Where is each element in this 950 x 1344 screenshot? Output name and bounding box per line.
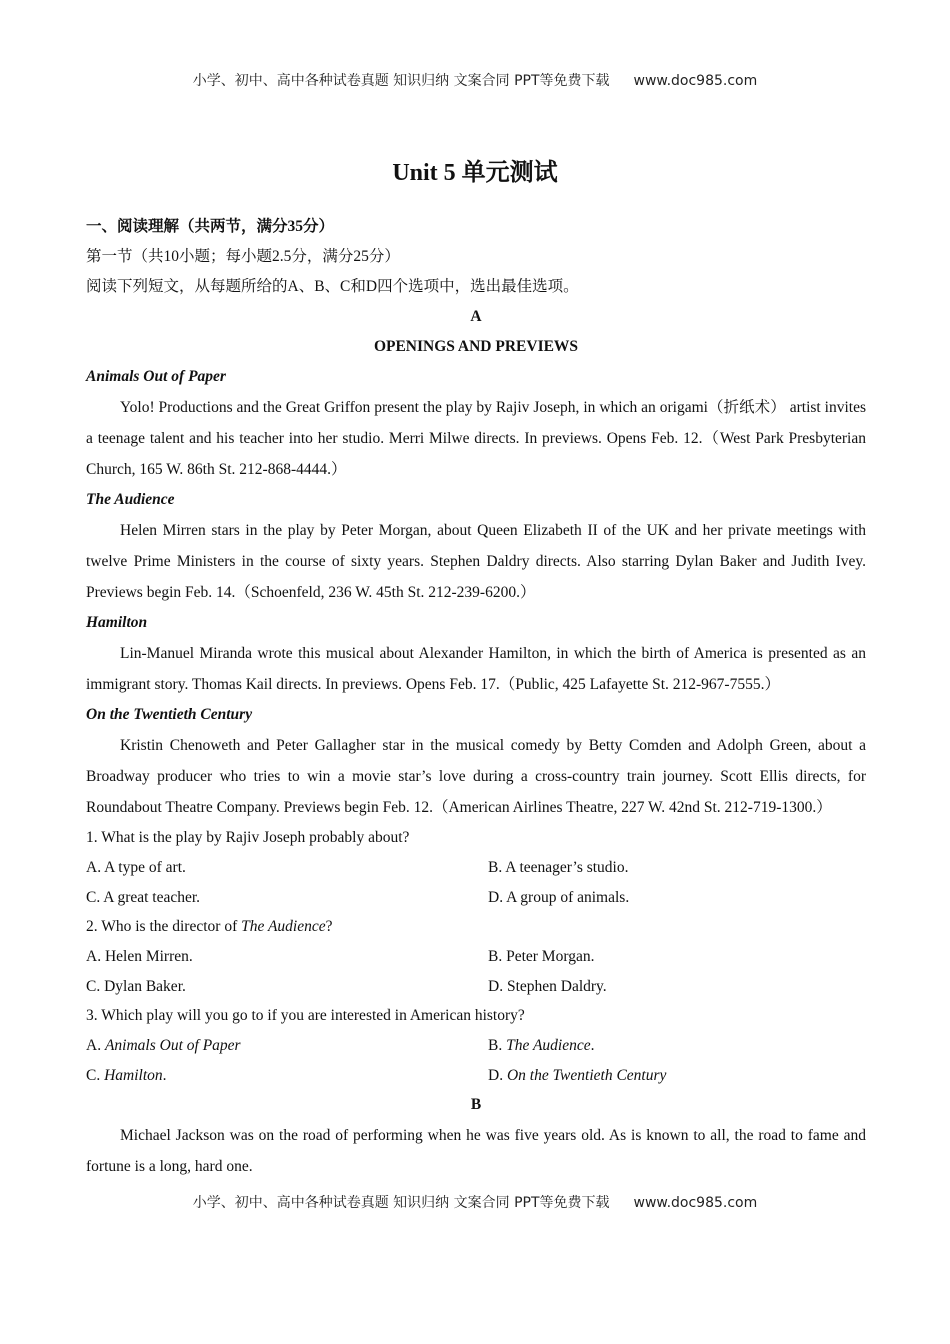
header-url[interactable]: www.doc985.com xyxy=(633,73,758,89)
section-part: 第一节（共10小题；每小题2.5分，满分25分） xyxy=(86,248,400,265)
page-footer xyxy=(0,1192,950,1212)
option-row xyxy=(86,1031,866,1061)
passage-heading: OPENINGS AND PREVIEWS xyxy=(373,338,579,355)
option-a: A. A type of art. xyxy=(86,859,186,876)
option-d: D. On the Twentieth Century xyxy=(488,1066,667,1084)
passage-letter-b: B xyxy=(470,1096,482,1113)
page-header xyxy=(0,70,950,90)
option-b: B. Peter Morgan. xyxy=(488,948,595,965)
option-row xyxy=(86,942,866,972)
option-a: A. Animals Out of Paper xyxy=(86,1037,241,1054)
option-b: B. A teenager’s studio. xyxy=(488,859,629,876)
play-title: Hamilton xyxy=(86,614,148,631)
option-c: C. A great teacher. xyxy=(86,888,201,906)
play-title: On the Twentieth Century xyxy=(86,706,253,723)
page-title: Unit 5 单元测试 xyxy=(392,160,558,186)
section-heading: 一、阅读理解（共两节，满分35分） xyxy=(86,218,335,235)
header-text: 小学、初中、高中各种试卷真题 知识归纳 文案合同 PPT等免费下载 xyxy=(192,73,610,89)
play-description: Kristin Chenoweth and Peter Gallagher star in the musical comedy by Betty Comden and Adolph Green, about a Broadway producer who tries to win a movie star’s love during a cross-country train journey. Scott Ellis directs, for Roundabout Theatre Company. Previews begin Feb. 12.（American Airlines Theatre, 227 W. 42nd St. 212-719-1300.） xyxy=(86,737,866,816)
option-row xyxy=(86,972,866,1002)
option-row xyxy=(86,883,866,913)
play-description: Yolo! Productions and the Great Griffon present the play by Rajiv Joseph, in which an origami（折纸术） artist invites a teenage talent and his teacher into her studio. Merri Milwe directs. In previews. Opens Feb. 12.（West Park Presbyterian Church, 165 W. 86th St. 212-868-4444.） xyxy=(86,399,866,478)
play-title: Animals Out of Paper xyxy=(86,368,226,385)
option-row xyxy=(86,853,866,883)
question-stem: 2. Who is the director of The Audience? xyxy=(86,918,333,935)
question-stem: 3. Which play will you go to if you are interested in American history? xyxy=(86,1007,525,1024)
play-description: Helen Mirren stars in the play by Peter Morgan, about Queen Elizabeth II of the UK and her private meetings with twelve Prime Ministers in the course of sixty years. Stephen Daldry directs. Also starring Dylan Baker and Judith Ivey. Previews begin Feb. 14.（Schoenfeld, 236 W. 45th St. 212-239-6200.） xyxy=(86,522,866,601)
option-a: A. Helen Mirren. xyxy=(86,948,193,965)
section-instruction: 阅读下列短文，从每题所给的A、B、C和D四个选项中，选出最佳选项。 xyxy=(86,278,579,295)
play-title: The Audience xyxy=(86,491,175,508)
option-c: C. Dylan Baker. xyxy=(86,977,186,995)
option-d: D. A group of animals. xyxy=(488,888,630,906)
option-d: D. Stephen Daldry. xyxy=(488,977,607,995)
footer-url[interactable]: www.doc985.com xyxy=(633,1195,758,1211)
passage-letter-a: A xyxy=(470,308,482,325)
document-body xyxy=(86,212,866,1182)
play-description: Lin-Manuel Miranda wrote this musical about Alexander Hamilton, in which the birth of America is presented as an immigrant story. Thomas Kail directs. In previews. Opens Feb. 17.（Public, 425 Lafayette St. 212-967-7555.） xyxy=(86,645,866,693)
option-row xyxy=(86,1061,866,1091)
option-b: B. The Audience. xyxy=(488,1037,595,1054)
question-stem: 1. What is the play by Rajiv Joseph probably about? xyxy=(86,829,410,846)
passage-b-text: Michael Jackson was on the road of performing when he was five years old. As is known to all, the road to fame and fortune is a long, hard one. xyxy=(86,1127,866,1175)
option-c: C. Hamilton. xyxy=(86,1066,167,1084)
footer-text: 小学、初中、高中各种试卷真题 知识归纳 文案合同 PPT等免费下载 xyxy=(192,1195,610,1211)
